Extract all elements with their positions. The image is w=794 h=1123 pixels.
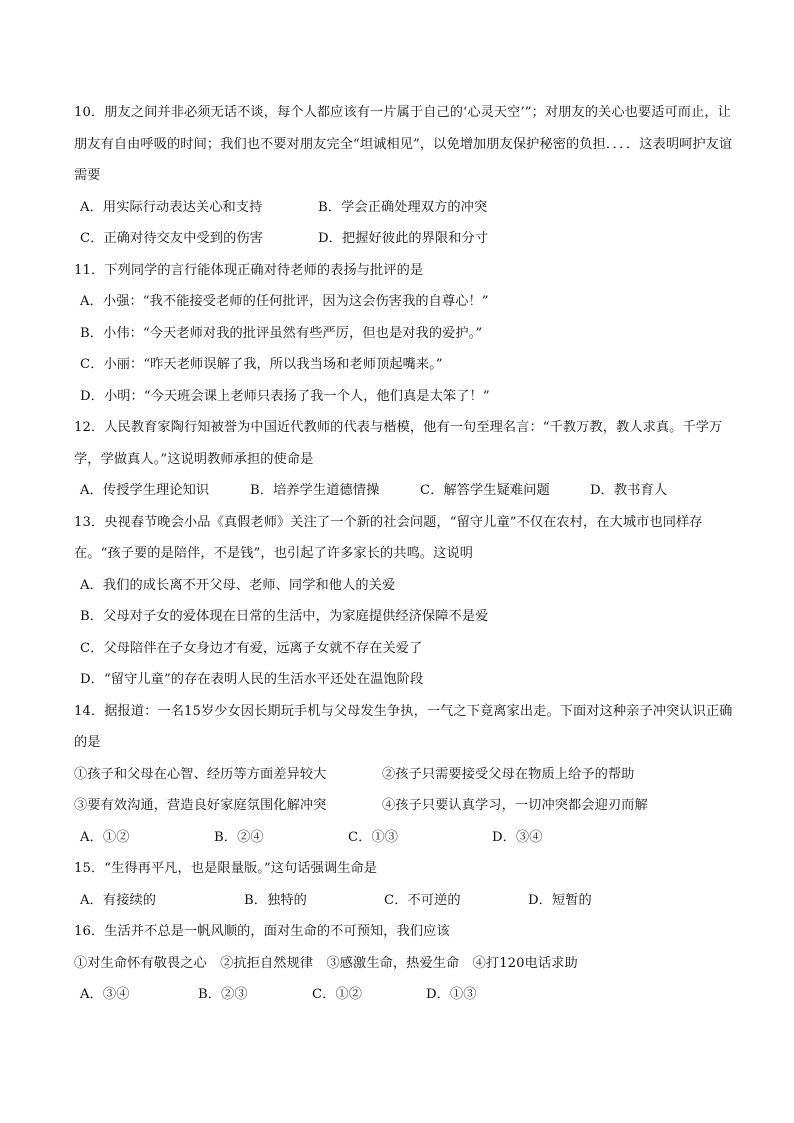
question-10-stem: 10．朋友之间并非必须无话不谈，每个人都应该有一片属于自己的‘心灵天空’”；对朋友的关心也要适可而止，让朋友有自由呼吸的时间；我们也不要对朋友完全“坦诚相见”，以免增加朋友保护秘密的负担．．．．这表明呵护友谊需要 [74, 105, 733, 183]
question-10-option-b[interactable]: B．学会正确处理双方的冲突 [318, 199, 488, 215]
question-10-options-row-1 [74, 192, 734, 224]
question-13-option-c[interactable]: C．父母陪伴在子女身边才有爱，远离子女就不存在关爱了 [80, 640, 423, 656]
question-10-options-row-2 [74, 223, 734, 255]
question-12-options-row [74, 475, 734, 507]
question-14-statements-row-2 [74, 790, 734, 822]
question-10-option-a[interactable]: A．用实际行动表达关心和支持 [80, 199, 263, 215]
question-16 [74, 916, 734, 1011]
question-14-option-b[interactable]: B．②④ [214, 829, 264, 845]
question-16-statements: ①对生命怀有敬畏之心 ②抗拒自然规律 ③感激生命，热爱生命 ④打120电话求助 [74, 955, 578, 971]
question-14-option-d[interactable]: D．③④ [492, 829, 543, 845]
question-10-option-c[interactable]: C．正确对待交友中受到的伤害 [80, 231, 263, 246]
question-13-option-b[interactable]: B．父母对子女的爱体现在日常的生活中，为家庭提供经济保障不是爱 [80, 609, 489, 624]
question-15-option-c[interactable]: C．不可逆的 [384, 892, 461, 908]
question-14-statement-2: ②孩子只需要接受父母在物质上给予的帮助 [382, 766, 635, 782]
question-12 [74, 412, 734, 507]
question-14-stem: 14．据报道：一名15岁少女因长期玩手机与父母发生争执，一气之下竟离家出走。下面对这种亲子冲突认识正确的是 [74, 703, 733, 750]
question-14-statement-1: ①孩子和父母在心智、经历等方面差异较大 [74, 766, 327, 782]
question-16-option-d[interactable]: D．①③ [426, 987, 477, 1002]
question-13-option-d[interactable]: D．“留守儿童”的存在表明人民的生活水平还处在温饱阶段 [80, 672, 424, 687]
question-16-stem: 16．生活并不总是一帆风顺的，面对生命的不可预知，我们应该 [74, 924, 450, 939]
question-14-statements-row-1 [74, 759, 734, 791]
question-15-option-d[interactable]: D．短暂的 [528, 892, 592, 908]
question-list [74, 97, 734, 1011]
question-15-stem: 15．“生得再平凡，也是限量版。”这句话强调生命是 [74, 861, 378, 876]
question-14-statement-3: ③要有效沟通，营造良好家庭氛围化解冲突 [74, 798, 327, 813]
question-13-stem: 13．央视春节晚会小品《真假老师》关注了一个新的社会问题，“留守儿童”不仅在农村，在大城市也同样存在。“孩子要的是陪伴，不是钱”，也引起了许多家长的共鸣。这说明 [74, 514, 703, 561]
question-16-option-c[interactable]: C．①② [312, 987, 363, 1002]
question-11 [74, 255, 734, 413]
question-16-options-row [74, 979, 734, 1011]
question-13-option-a[interactable]: A．我们的成长离不开父母、老师、同学和他人的关爱 [80, 577, 396, 593]
question-12-option-a[interactable]: A．传授学生理论知识 [80, 483, 210, 498]
question-14 [74, 696, 734, 854]
question-11-option-a[interactable]: A．小强：“我不能接受老师的任何批评，因为这会伤害我的自尊心！” [80, 294, 489, 309]
question-10 [74, 97, 734, 255]
question-11-option-d[interactable]: D．小明：“今天班会课上老师只表扬了我一个人，他们真是太笨了！” [80, 388, 490, 404]
question-11-stem: 11．下列同学的言行能体现正确对待老师的表扬与批评的是 [74, 262, 424, 278]
question-15-option-b[interactable]: B．独特的 [244, 892, 307, 908]
question-14-option-c[interactable]: C．①③ [348, 829, 399, 845]
question-13 [74, 507, 734, 696]
question-12-option-b[interactable]: B．培养学生道德情操 [250, 483, 380, 498]
question-10-option-d[interactable]: D．把握好彼此的界限和分寸 [318, 231, 489, 246]
question-14-statement-4: ④孩子只要认真学习，一切冲突都会迎刃而解 [382, 798, 648, 813]
question-15-option-a[interactable]: A．有接续的 [80, 892, 157, 908]
question-16-option-a[interactable]: A．③④ [80, 987, 130, 1002]
question-15 [74, 853, 734, 916]
question-12-stem: 12．人民教育家陶行知被誉为中国近代教师的代表与楷模，他有一句至理名言：“千教万教，教人求真。千学万学，学做真人。”这说明教师承担的使命是 [74, 420, 723, 467]
question-12-option-d[interactable]: D．教书育人 [590, 483, 668, 498]
question-16-option-b[interactable]: B．②③ [198, 987, 248, 1002]
question-14-options-row [74, 822, 734, 854]
question-14-option-a[interactable]: A．①② [80, 829, 130, 845]
question-11-option-c[interactable]: C．小丽：“昨天老师误解了我，所以我当场和老师顶起嘴来。” [80, 357, 443, 372]
question-15-options-row [74, 885, 734, 917]
question-12-option-c[interactable]: C．解答学生疑难问题 [420, 483, 550, 498]
question-11-option-b[interactable]: B．小伟：“今天老师对我的批评虽然有些严厉，但也是对我的爱护。” [80, 325, 483, 341]
